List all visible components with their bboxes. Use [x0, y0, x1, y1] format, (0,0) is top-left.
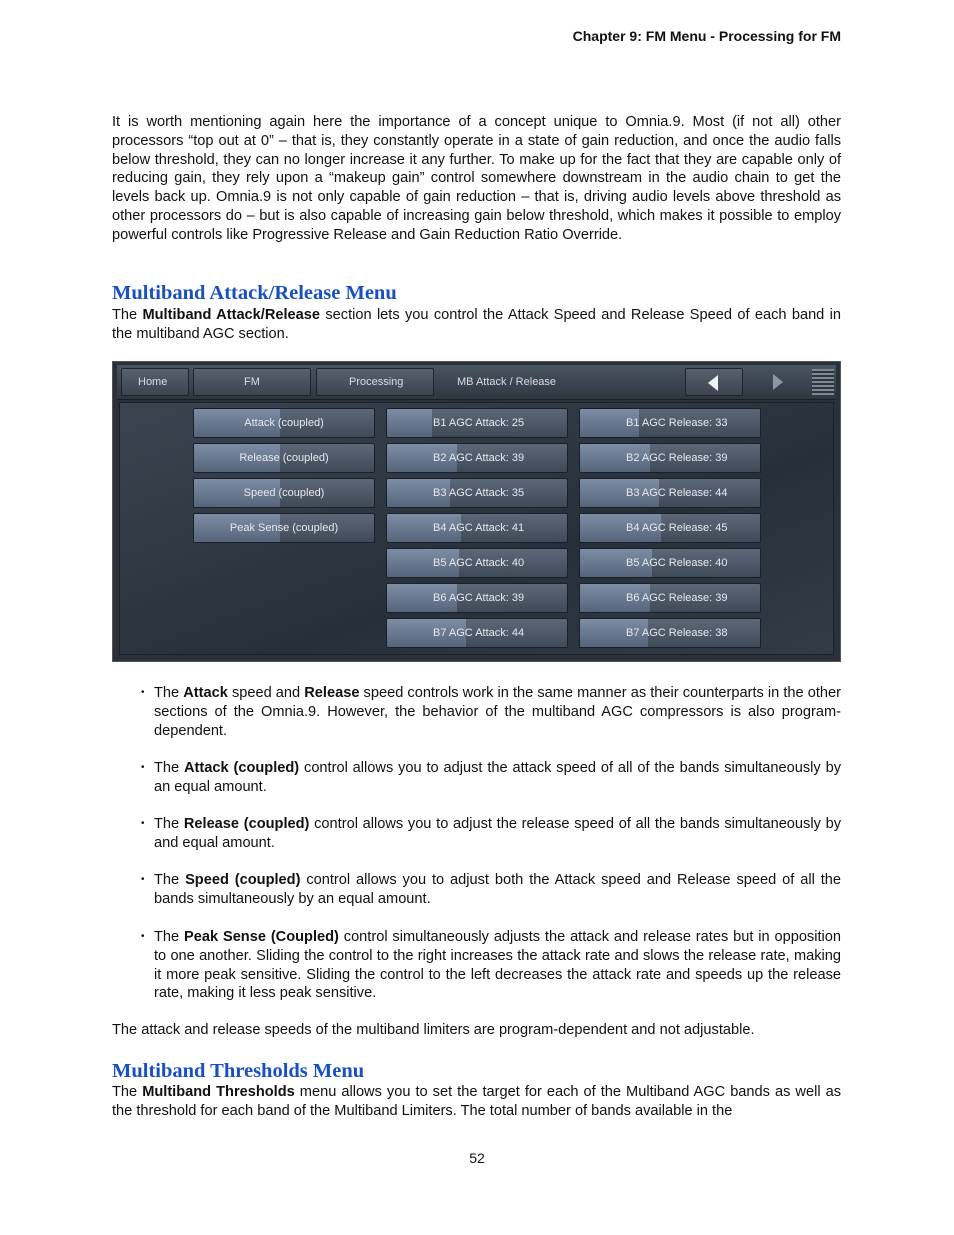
bullet-bold-term: Peak Sense (Coupled)	[184, 929, 339, 945]
control-label: B7 AGC Attack: 44	[433, 627, 525, 639]
control-label: B4 AGC Attack: 41	[433, 522, 525, 534]
bullet-text: The	[154, 929, 185, 945]
bullet-text: The	[154, 816, 184, 832]
agc-attack-control-7[interactable]	[386, 618, 568, 648]
agc-attack-control-5[interactable]	[386, 548, 568, 578]
agc-attack-control-6[interactable]	[386, 583, 568, 613]
control-label: Peak Sense (coupled)	[229, 522, 339, 534]
bullet-bold-term: Speed (coupled)	[185, 872, 301, 888]
arrow-right-icon[interactable]	[773, 374, 783, 390]
control-label: B1 AGC Release: 33	[626, 417, 728, 429]
agc-attack-control-1[interactable]	[386, 408, 568, 438]
navigation-bar	[117, 365, 836, 400]
bullet-text: control allows you to adjust the release speed of all the bands simultaneously by and equal amount.	[154, 816, 841, 851]
section-title-thresholds: Multiband Thresholds Menu	[112, 1060, 365, 1082]
agc-release-control-4[interactable]	[579, 513, 761, 543]
bullet-dot-icon: •	[141, 687, 145, 698]
agc-attack-control-4[interactable]	[386, 513, 568, 543]
control-label: B2 AGC Attack: 39	[433, 452, 525, 464]
bullet-text: The	[154, 685, 184, 701]
control-label: B7 AGC Release: 38	[626, 627, 728, 639]
bullet-item	[141, 928, 842, 1003]
bullet-text: The	[154, 760, 185, 776]
nav-fm-button[interactable]: FM	[193, 368, 311, 396]
coupled-control-2[interactable]	[193, 443, 375, 473]
control-label: B1 AGC Attack: 25	[433, 417, 525, 429]
agc-release-control-6[interactable]	[579, 583, 761, 613]
grip-icon[interactable]	[812, 369, 834, 395]
ui-screenshot	[112, 361, 841, 662]
bullet-item	[141, 815, 841, 853]
coupled-control-1[interactable]	[193, 408, 375, 438]
control-label: Release (coupled)	[239, 452, 329, 464]
bullet-dot-icon: •	[141, 874, 145, 885]
control-label: B5 AGC Attack: 40	[433, 557, 525, 569]
bullet-item	[141, 759, 841, 797]
arrow-left-icon	[708, 375, 718, 391]
section1-text: The	[112, 307, 143, 323]
bullet-dot-icon: •	[141, 762, 145, 773]
section1-paragraph	[112, 306, 841, 344]
section1-bold: Multiband Attack/Release	[142, 307, 321, 323]
bullet-bold-term: Release	[304, 685, 360, 701]
closing-paragraph: The attack and release speeds of the multiband limiters are program-dependent and not adjustable.	[112, 1022, 755, 1038]
bullet-bold-term: Attack (coupled)	[184, 760, 300, 776]
bullet-item	[141, 684, 842, 740]
control-label: B3 AGC Release: 44	[626, 487, 728, 499]
coupled-control-4[interactable]	[193, 513, 375, 543]
agc-release-control-2[interactable]	[579, 443, 761, 473]
control-label: B3 AGC Attack: 35	[433, 487, 525, 499]
bullet-text: speed and	[227, 685, 305, 701]
section2-text: The	[112, 1084, 143, 1100]
agc-attack-control-3[interactable]	[386, 478, 568, 508]
nav-processing-button[interactable]: Processing	[316, 368, 434, 396]
control-label: B6 AGC Attack: 39	[433, 592, 525, 604]
controls-panel	[119, 402, 834, 655]
bullet-dot-icon: •	[141, 931, 145, 942]
bullet-bold-term: Attack	[183, 685, 228, 701]
chapter-header: Chapter 9: FM Menu - Processing for FM	[572, 28, 841, 44]
control-label: B5 AGC Release: 40	[626, 557, 728, 569]
back-button[interactable]	[685, 368, 743, 396]
agc-release-control-3[interactable]	[579, 478, 761, 508]
bullet-text: The	[154, 872, 186, 888]
control-label: B2 AGC Release: 39	[626, 452, 728, 464]
bullet-text: control simultaneously adjusts the attack and release rates but in opposition to one another. Sliding the control to the right increases the attack rate and slows the release rate, making it more peak sensitive. Sliding the control to the left decreases the attack rate and speeds up the release rate, making it less peak sensitive.	[154, 929, 842, 1002]
control-label: B4 AGC Release: 45	[626, 522, 728, 534]
control-label: Attack (coupled)	[244, 417, 324, 429]
bullet-item	[141, 871, 842, 909]
bullet-text: control allows you to adjust the attack speed of all of the bands simultaneously by an equal amount.	[154, 760, 841, 795]
page-number: 52	[469, 1150, 485, 1166]
menu-title: MB Attack / Release	[457, 376, 557, 388]
agc-attack-control-2[interactable]	[386, 443, 568, 473]
intro-paragraph: It is worth mentioning again here the importance of a concept unique to Omnia.9. Most (if not all) other processors “top out at 0” – that is, they constantly operate in a state of gain reduction, and once the audio falls below threshold, they can no longer increase it any further. To make up for the fact that they are capable only of reducing gain, they rely upon a “makeup gain” control somewhere downstream in the audio chain to get the levels back up. Omnia.9 is not only capable of gain reduction – that is, driving audio levels above threshold as other processors do – but is also capable of increasing gain below threshold, which makes it possible to employ powerful controls like Progressive Release and Gain Reduction Ratio Override.	[112, 114, 841, 243]
bullet-bold-term: Release (coupled)	[183, 816, 310, 832]
agc-release-control-7[interactable]	[579, 618, 761, 648]
bullet-text: control allows you to adjust both the Attack speed and Release speed of all the bands simultaneously by an equal amount.	[154, 872, 842, 907]
bullet-text: speed controls work in the same manner as their counterparts in the other sections of the Omnia.9. However, the behavior of the multiband AGC compressors is also program-dependent.	[154, 685, 842, 739]
section2-paragraph	[112, 1083, 841, 1121]
section2-bold: Multiband Thresholds	[142, 1084, 295, 1100]
nav-home-button[interactable]: Home	[121, 368, 189, 396]
agc-release-control-5[interactable]	[579, 548, 761, 578]
agc-release-control-1[interactable]	[579, 408, 761, 438]
control-label: B6 AGC Release: 39	[626, 592, 728, 604]
bullet-dot-icon: •	[141, 818, 145, 829]
coupled-control-3[interactable]	[193, 478, 375, 508]
section-title-attack-release: Multiband Attack/Release Menu	[112, 282, 397, 304]
section1-text-rest: section lets you control the Attack Speed and Release Speed of each band in the multiband AGC section.	[112, 307, 841, 342]
control-label: Speed (coupled)	[243, 487, 325, 499]
section2-text-rest: menu allows you to set the target for each of the Multiband AGC bands as well as the threshold for each band of the Multiband Limiters. The total number of bands available in the	[112, 1084, 841, 1119]
